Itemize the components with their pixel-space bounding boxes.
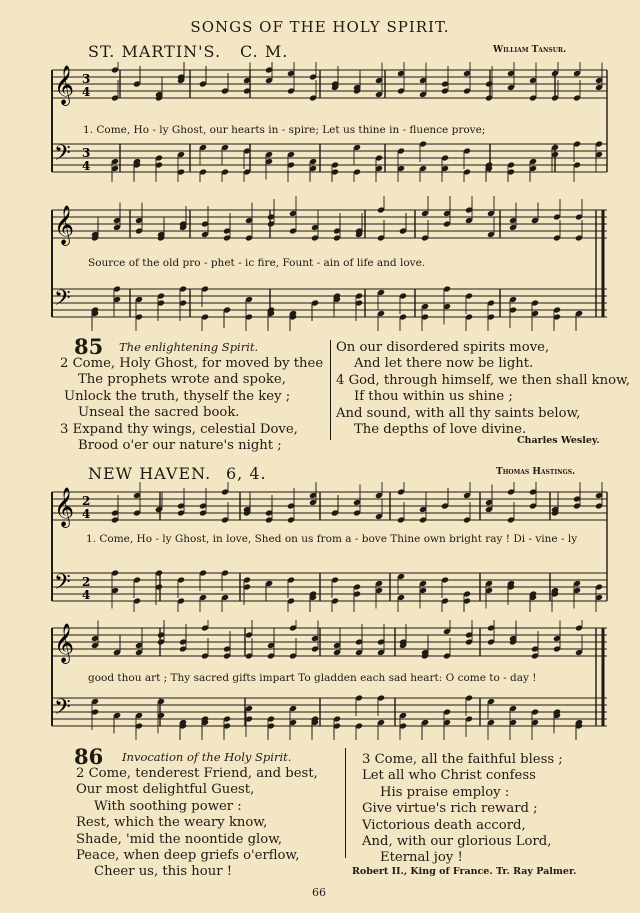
bass-clef: 𝄢: [54, 570, 71, 600]
hymn-number: 86: [74, 744, 104, 769]
verse-line: On our disordered spirits move,: [336, 340, 550, 355]
treble-clef: 𝄞: [54, 487, 75, 527]
treble-clef: 𝄞: [54, 205, 75, 245]
hymn-title: Invocation of the Holy Spirit.: [122, 750, 292, 764]
verse-line: Our most delightful Guest,: [76, 782, 255, 798]
lyric-line: good thou art ; Thy sacred gifts impart To gladden each sad heart: O come to - day !: [88, 672, 537, 684]
tune-name: NEW HAVEN.: [88, 464, 212, 483]
time-sig-top: 2: [82, 494, 91, 508]
treble-clef: 𝄞: [54, 623, 75, 663]
treble-clef: 𝄞: [54, 65, 75, 105]
verse-line: 3 Expand thy wings, celestial Dove,: [60, 421, 298, 437]
time-sig-top-bass: 3: [82, 146, 91, 160]
time-sig-bottom-bass: 4: [82, 159, 91, 173]
verse-line: 4 God, through himself, we then shall know,: [336, 372, 630, 388]
time-sig-bottom-bass: 4: [82, 588, 91, 602]
lyric-line: 1. Come, Ho - ly Ghost, in love, Shed on us from a - bove Thine own bright ray ! Di - vine - ly: [86, 533, 578, 545]
bass-clef: 𝄢: [54, 141, 71, 171]
time-sig-top: 3: [82, 72, 91, 86]
verse-line: Unseal the sacred book.: [78, 405, 240, 421]
verse-line: With soothing power :: [94, 798, 242, 814]
page-number: 66: [312, 886, 326, 899]
verse-line: The prophets wrote and spoke,: [78, 372, 286, 388]
bass-clef: 𝄢: [54, 695, 71, 725]
verse-line: 2 Come, Holy Ghost, for moved by thee: [60, 356, 324, 371]
hymn-author: Robert II., King of France. Tr. Ray Palmer.: [352, 866, 577, 877]
verse-line: 2 Come, tenderest Friend, and best,: [76, 766, 318, 781]
verse-line: Brood o'er our nature's night ;: [78, 438, 282, 454]
verse-line: And let there now be light.: [354, 356, 534, 372]
verse-line: Unlock the truth, thyself the key ;: [64, 388, 291, 404]
verse-line: Cheer us, this hour !: [94, 864, 233, 880]
bass-clef: 𝄢: [54, 286, 71, 316]
verse-column-left: [60, 356, 323, 454]
lyric-line: 1. Come, Ho - ly Ghost, our hearts in - spire; Let us thine in - fluence prove;: [83, 124, 486, 136]
verse-line: Eternal joy !: [380, 850, 463, 866]
tune-name: ST. MARTIN'S.: [88, 42, 222, 61]
music-system-3: [0, 482, 640, 612]
notes: [111, 482, 603, 612]
verse-line: And sound, with all thy saints below,: [336, 405, 581, 421]
column-divider: [330, 340, 331, 440]
tune-meter: 6, 4.: [226, 464, 267, 483]
staff-lines: [52, 492, 607, 601]
verse-column-right: [362, 752, 563, 867]
verse-line: 3 Come, all the faithful bless ;: [362, 752, 563, 767]
notes: [111, 62, 603, 182]
lyric-line: Source of the old pro - phet - ic fire, Fount - ain of life and love.: [88, 257, 426, 269]
verse-line: Shade, 'mid the noontide glow,: [76, 831, 283, 847]
tune-meter: C. M.: [240, 42, 289, 61]
verse-line: And, with our glorious Lord,: [362, 834, 552, 850]
verse-line: If thou within us shine ;: [354, 389, 513, 405]
verse-line: Victorious death accord,: [362, 817, 526, 833]
verse-line: The depths of love divine.: [354, 422, 527, 438]
verse-column-right: [336, 340, 630, 438]
verse-line: Peace, when deep griefs o'erflow,: [76, 848, 300, 864]
time-sig-bottom: 4: [82, 85, 91, 99]
composer: William Tansur.: [493, 45, 567, 55]
verse-column-left: [76, 766, 318, 881]
verse-line: Let all who Christ confess: [362, 768, 536, 784]
composer: Thomas Hastings.: [496, 467, 576, 477]
time-sig-top-bass: 2: [82, 575, 91, 589]
hymn-number: 85: [74, 334, 104, 359]
hymn-title: The enlightening Spirit.: [119, 340, 259, 354]
music-system-1: [0, 62, 640, 182]
column-divider: [345, 748, 346, 858]
verse-line: Give virtue's rich reward ;: [362, 801, 538, 817]
verse-line: His praise employ :: [380, 784, 510, 800]
bar-lines: [52, 492, 607, 601]
time-sig-bottom: 4: [82, 507, 91, 521]
hymn-author: Charles Wesley.: [517, 435, 600, 446]
verse-line: Rest, which the weary know,: [76, 815, 268, 831]
page-header: SONGS OF THE HOLY SPIRIT.: [190, 18, 450, 36]
